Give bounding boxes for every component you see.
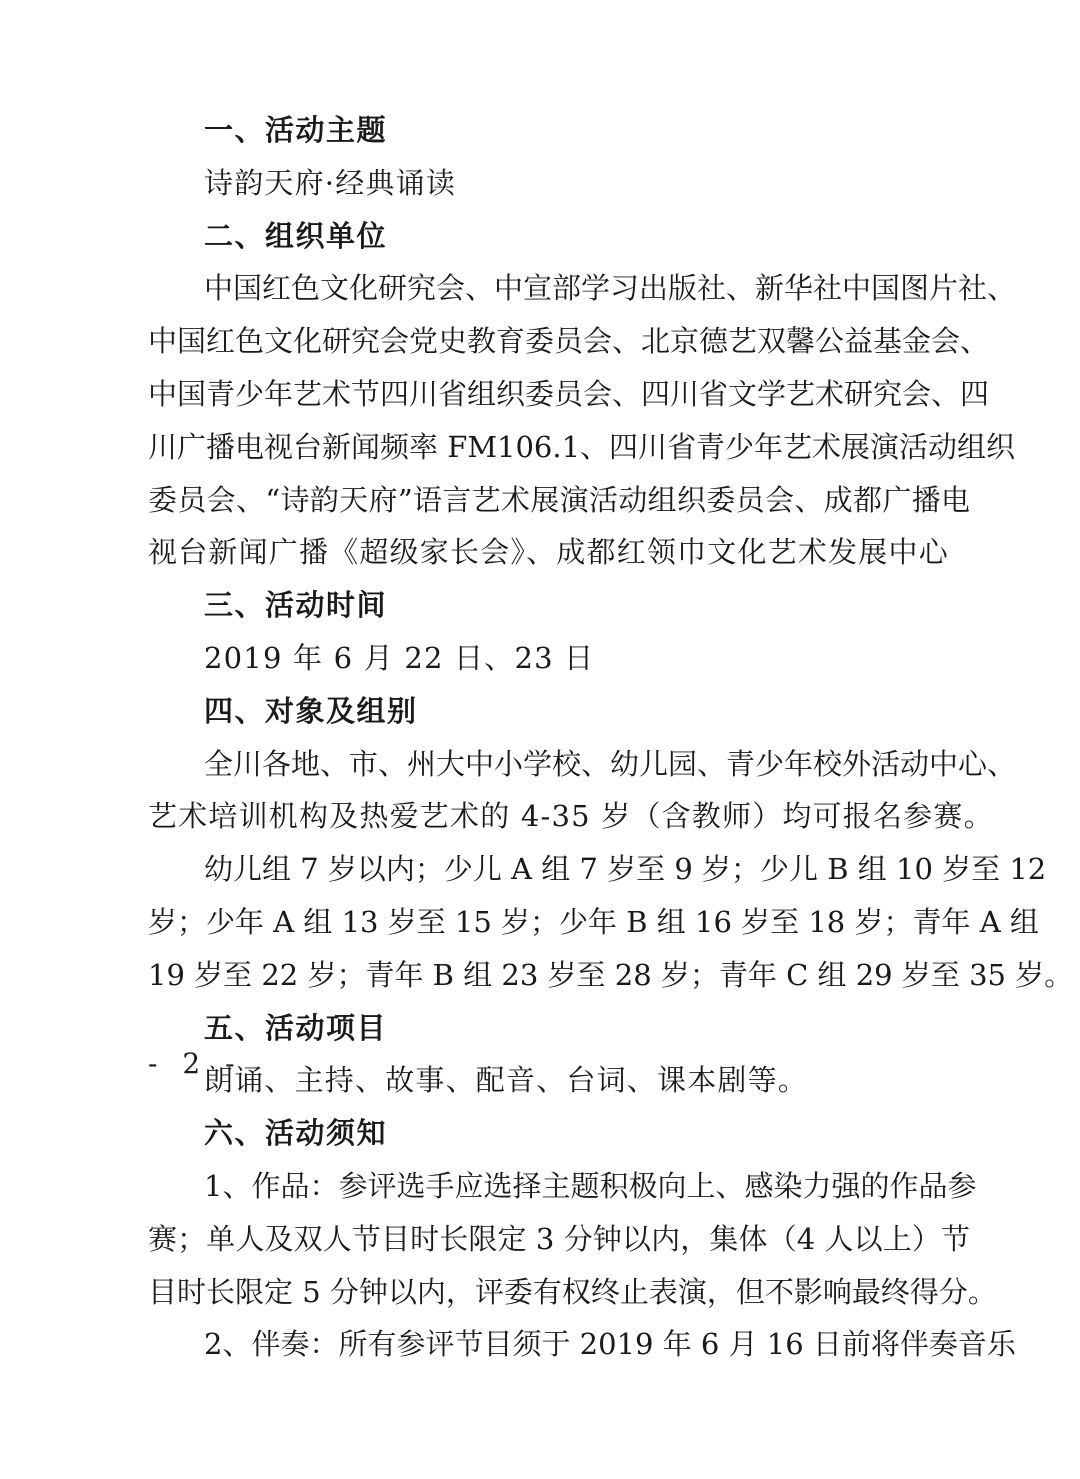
time-text: 2019 年 6 月 22 日、23 日	[204, 640, 595, 675]
groups-line: 岁；少年 A 组 13 岁至 15 岁；少年 B 组 16 岁至 18 岁；青年 A 组	[148, 904, 1039, 939]
organizers-line: 视台新闻广播《超级家长会》、成都红领巾文化艺术发展中心	[148, 535, 949, 570]
section-heading-theme: 一、活动主题	[204, 113, 388, 147]
organizers-line: 中国红色文化研究会、中宣部学习出版社、新华社中国图片社、	[204, 271, 1017, 306]
organizers-line: 中国红色文化研究会党史教育委员会、北京德艺双馨公益基金会、	[148, 324, 990, 359]
section-heading-notice: 六、活动须知	[204, 1116, 388, 1151]
groups-line: 幼儿组 7 岁以内；少儿 A 组 7 岁至 9 岁；少儿 B 组 10 岁至 12	[204, 852, 1047, 887]
groups-line: 艺术培训机构及热爱艺术的 4-35 岁（含教师）均可报名参赛。	[148, 799, 994, 834]
section-heading-organizers: 二、组织单位	[204, 218, 388, 253]
organizers-line: 川广播电视台新闻频率 FM106.1、四川省青少年艺术展演活动组织	[148, 429, 1016, 464]
page-number: - 2 -	[148, 1047, 243, 1080]
section-heading-groups: 四、对象及组别	[204, 693, 418, 728]
notice-line: 赛；单人及双人节目时长限定 3 分钟以内，集体（4 人以上）节	[148, 1221, 970, 1256]
items-text: 朗诵、主持、故事、配音、台词、课本剧等。	[204, 1063, 809, 1098]
notice-line: 2、伴奏：所有参评节目须于 2019 年 6 月 16 日前将伴奏音乐	[204, 1327, 1016, 1362]
organizers-line: 委员会、“诗韵天府”语言艺术展演活动组织委员会、成都广播电	[148, 482, 970, 517]
section-heading-items: 五、活动项目	[204, 1010, 388, 1045]
notice-line: 1、作品：参评选手应选择主题积极向上、感染力强的作品参	[204, 1168, 977, 1203]
groups-line: 19 岁至 22 岁；青年 B 组 23 岁至 28 岁；青年 C 组 29 岁至 35 岁。	[148, 957, 1074, 992]
notice-line: 目时长限定 5 分钟以内，评委有权终止表演，但不影响最终得分。	[148, 1274, 997, 1309]
groups-line: 全川各地、市、州大中小学校、幼儿园、青少年校外活动中心、	[204, 746, 1017, 781]
organizers-line: 中国青少年艺术节四川省组织委员会、四川省文学艺术研究会、四	[148, 376, 990, 411]
theme-text: 诗韵天府·经典诵读	[204, 165, 457, 200]
section-heading-time: 三、活动时间	[204, 588, 388, 623]
document-body	[148, 104, 1074, 1371]
